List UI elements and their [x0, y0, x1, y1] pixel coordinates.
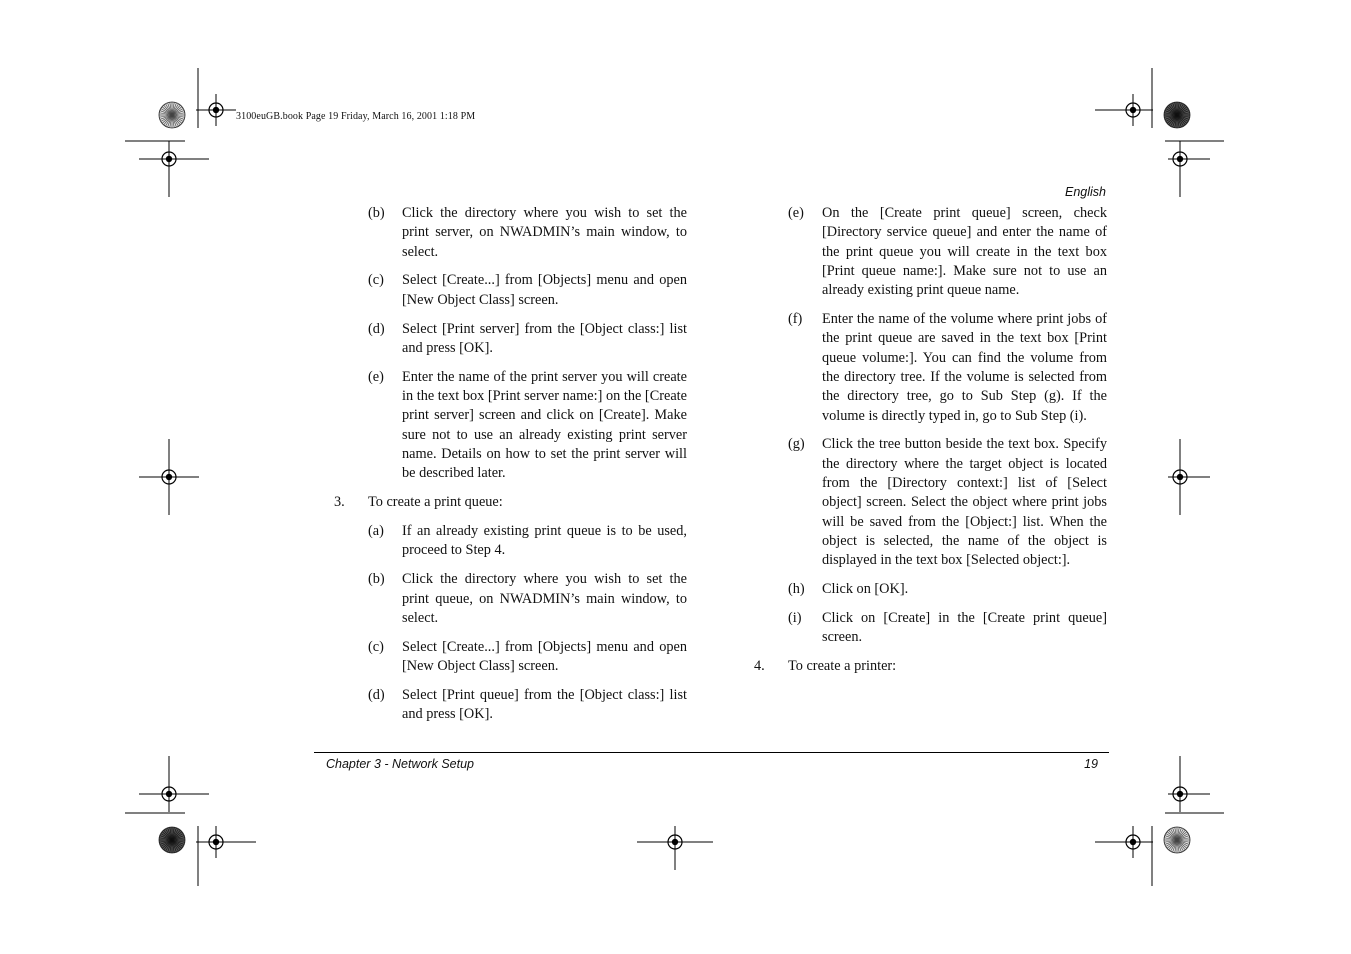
- item-marker: (g): [788, 436, 805, 453]
- list-item: [754, 609, 1107, 648]
- item-marker: (a): [368, 523, 384, 540]
- item-marker: (c): [368, 272, 384, 289]
- item-text: Enter the name of the print server you will create in the text box [Print server name:] on the [Create print server] screen and click on [Create]. Make sure not to use an already existing print server name. Details on how to set the print server will be described later.: [402, 368, 687, 482]
- item-text: Click the tree button beside the text box. Specify the directory where the target object is located from the [Directory context:] list of [Select object] screen. Select the object where print jobs will be saved from the [Object:] list. When the object is selected, the name of the object is displayed in the text box [Selected object:].: [822, 436, 1107, 569]
- item-text: Select [Create...] from [Objects] menu and open [New Object Class] screen.: [402, 272, 687, 308]
- item-marker: (c): [368, 638, 384, 655]
- item-text: If an already existing print queue is to be used, proceed to Step 4.: [402, 523, 687, 559]
- starburst-light-icon: [159, 102, 185, 128]
- page-number: 19: [1084, 757, 1098, 771]
- starburst-dark-icon: [1164, 102, 1190, 128]
- right-column: [754, 204, 1107, 686]
- numbered-step: [334, 493, 687, 512]
- list-item: [334, 522, 687, 561]
- footer-chapter-title: Chapter 3 - Network Setup: [326, 757, 474, 771]
- list-item: [334, 570, 687, 628]
- registration-mark-icon: [1095, 94, 1153, 126]
- starburst-light-icon: [1164, 827, 1190, 853]
- item-marker: (e): [788, 205, 804, 221]
- item-text: Select [Create...] from [Objects] menu and open [New Object Class] screen.: [402, 638, 687, 675]
- registration-mark-icon: [1095, 826, 1153, 858]
- item-marker: (b): [368, 205, 385, 221]
- numbered-step: [754, 657, 1107, 676]
- item-marker: (d): [368, 320, 385, 337]
- item-text: Select [Print server] from the [Object class:] list and press [OK].: [402, 320, 687, 356]
- item-marker: (h): [788, 581, 805, 598]
- list-item: [334, 271, 687, 310]
- step-text: To create a print queue:: [368, 494, 503, 511]
- registration-mark-icon: [637, 826, 713, 870]
- list-item: [334, 204, 687, 262]
- list-item: [754, 435, 1107, 570]
- item-marker: (d): [368, 686, 385, 703]
- item-marker: (i): [788, 610, 802, 627]
- registration-mark-icon: [1168, 141, 1210, 197]
- step-number: 3.: [334, 494, 345, 511]
- list-item: [334, 638, 687, 677]
- step-text: To create a printer:: [788, 658, 897, 675]
- list-item: [334, 320, 687, 359]
- left-column: [334, 204, 687, 734]
- item-text: On the [Create print queue] screen, check [Directory service queue] and enter the name of the print queue you will create in the text box [Print queue name:]. Make sure not to use an already existing print queue name.: [822, 205, 1107, 299]
- registration-mark-icon: [139, 756, 209, 812]
- registration-mark-icon: [1168, 756, 1210, 812]
- starburst-dark-icon: [159, 827, 185, 853]
- list-item: [754, 310, 1107, 426]
- list-item: [754, 580, 1107, 599]
- registration-mark-icon: [196, 826, 256, 858]
- footer-rule: [314, 752, 1109, 753]
- item-marker: (e): [368, 368, 384, 385]
- item-text: Click on [Create] in the [Create print queue] screen.: [822, 610, 1107, 646]
- item-marker: (b): [368, 571, 385, 588]
- item-text: Click the directory where you wish to set the print server, on NWADMIN’s main window, to select.: [402, 205, 687, 260]
- language-label: English: [1065, 185, 1106, 199]
- item-text: Select [Print queue] from the [Object class:] list and press [OK].: [402, 686, 687, 723]
- list-item: [754, 204, 1107, 300]
- item-text: Enter the name of the volume where print jobs of the print queue are saved in the text box [Print queue volume:]. You can find the volume from the directory tree. If the volume is selected from the directory tree, go to Sub Step (g). If the volume is directly typed in, go to Sub Step (i).: [822, 311, 1107, 424]
- step-number: 4.: [754, 658, 765, 675]
- list-item: [334, 686, 687, 725]
- registration-mark-icon: [196, 94, 236, 126]
- list-item: [334, 368, 687, 484]
- registration-mark-icon: [139, 439, 199, 515]
- item-text: Click the directory where you wish to set the print queue, on NWADMIN’s main window, to select.: [402, 571, 687, 626]
- item-text: Click on [OK].: [822, 581, 909, 598]
- item-marker: (f): [788, 311, 803, 328]
- book-info-header: 3100euGB.book Page 19 Friday, March 16, 2001 1:18 PM: [236, 111, 476, 122]
- registration-mark-icon: [1168, 439, 1210, 515]
- registration-mark-icon: [139, 141, 209, 197]
